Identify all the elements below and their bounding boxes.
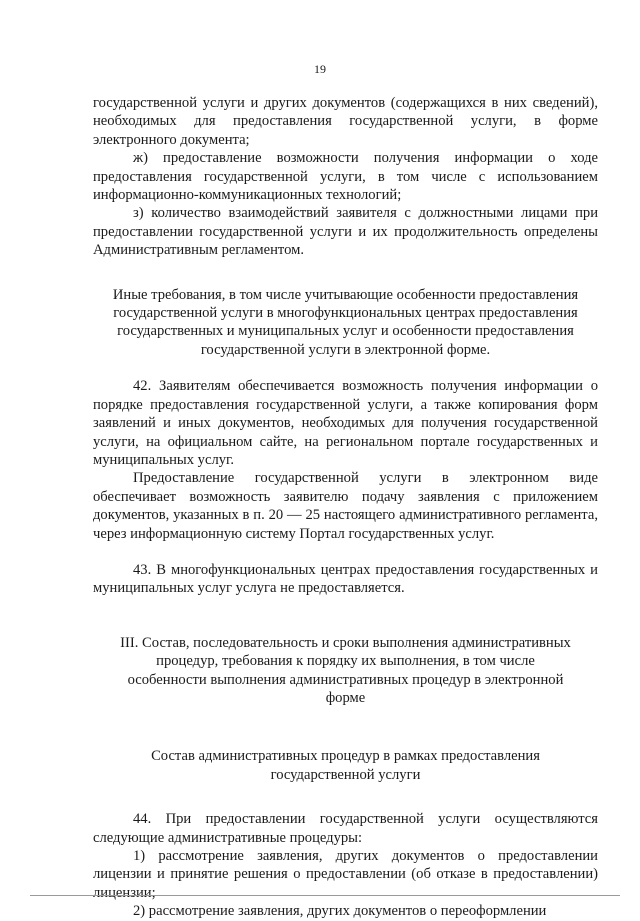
paragraph-electronic-service: Предоставление государственной услуги в электронном виде обеспечивает возможность заявителю подачу заявления с приложением документов, указанных в п. 20 — 25 настоящего административного регламента, через информационную систему Портал государственных услуг. [93,470,598,542]
paragraph-43: 43. В многофункциональных центрах предоставления государственных и муниципальных услуг услуга не предоставляется. [93,561,598,597]
page-number: 19 [314,62,326,76]
section-heading-other-requirements: Иные требования, в том числе учитывающие особенности предоставления государственной услуги в многофункциональных центрах предоставления государственных и муниципальных услуг и особенности предоставления государственной услуги в электронной форме. [112,286,579,358]
paragraph-44: 44. При предоставлении государственной услуги осуществляются следующие административные процедуры: [93,811,598,846]
subsection-heading-procedures: Состав административных процедур в рамках предоставления государственной услуги [151,748,540,783]
section-heading-III: III. Состав, последовательность и сроки выполнения административных процедур, требования к порядку их выполнения, в том числе особенности выполнения административных процедур в электронной форме [120,634,571,706]
page-bottom-rule [30,895,620,896]
paragraph-42: 42. Заявителям обеспечивается возможность получения информации о порядке предоставления государственной услуги, а также копирования форм заявлений и иных документов, необходимых для получения государственной услуги, на официальном сайте, на региональном портале государственных и муниципальных услуг. [93,378,598,468]
paragraph-item-z: з) количество взаимодействий заявителя с должностными лицами при предоставлении государственной услуги и их продолжительность определены Административным регламентом. [93,205,598,259]
paragraph-continuation: государственной услуги и других документов (содержащихся в них сведений), необходимых для предоставления государственной услуги, в форме электронного документа; [93,95,598,148]
paragraph-item-zh: ж) предоставление возможности получения информации о ходе предоставления государственной услуги, в том числе с использованием информационно-коммуникационных технологий; [93,150,598,204]
document-body [93,94,598,921]
list-item-1: 1) рассмотрение заявления, других документов о предоставлении лицензии и принятие решения о предоставлении (об отказе в предоставлении) лицензии; [93,848,598,901]
list-item-2: 2) рассмотрение заявления, других документов о переоформлении [133,903,547,920]
